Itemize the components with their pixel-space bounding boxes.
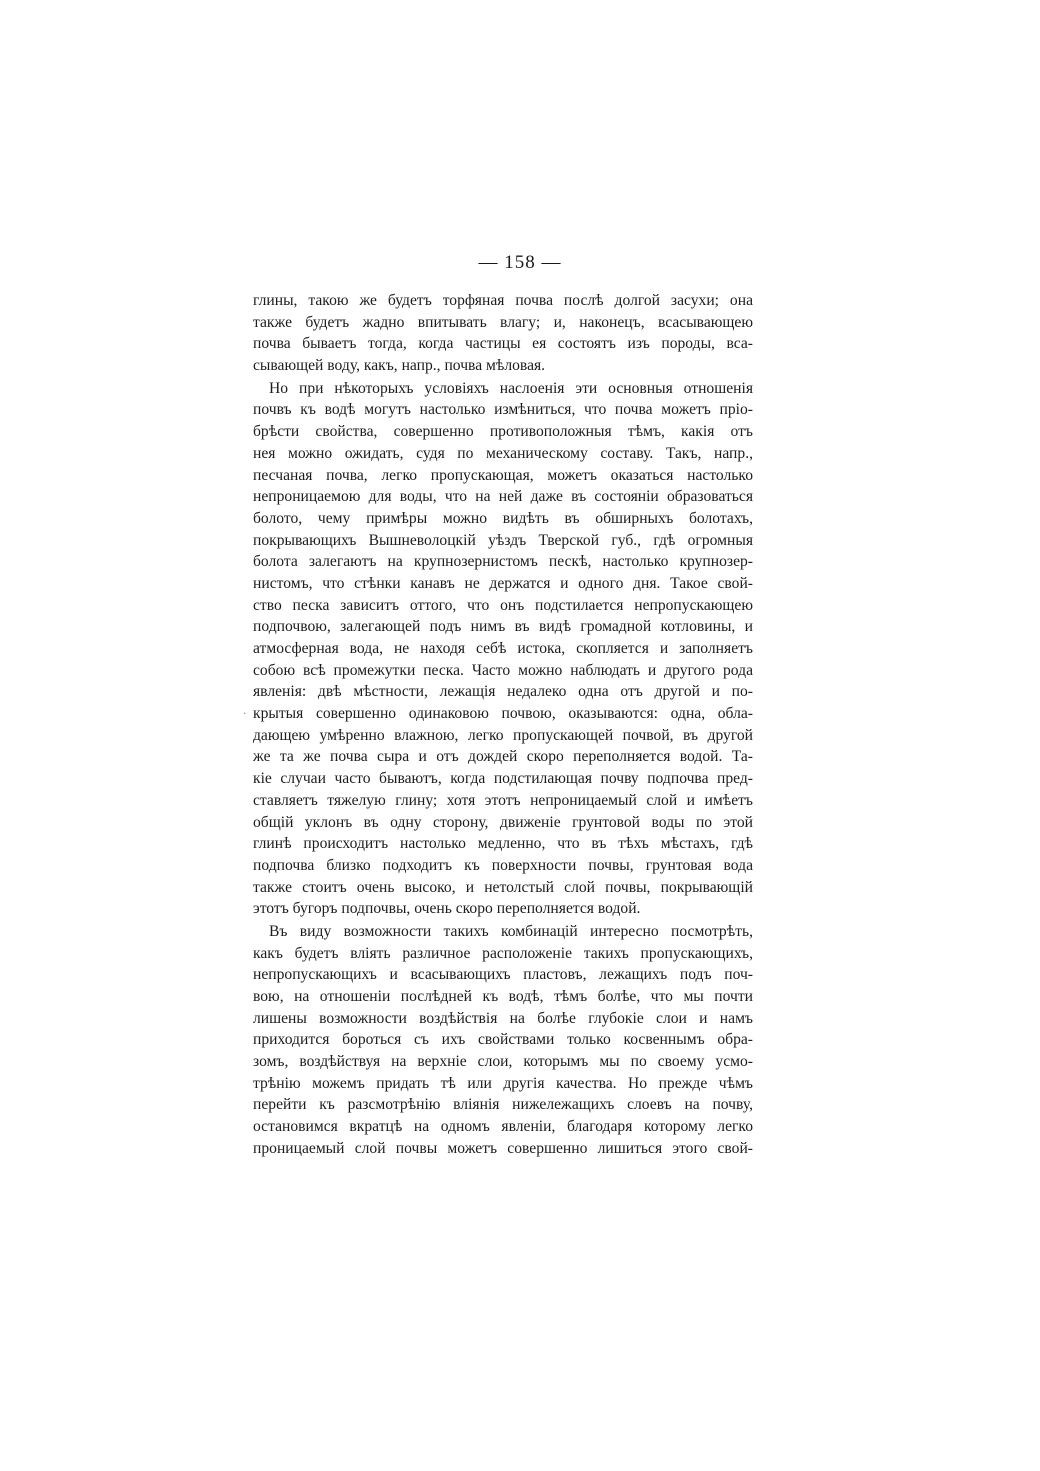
paragraph-2 xyxy=(253,378,753,920)
text-line: непроницаемою для воды, что на ней даже въ состояніи образоваться xyxy=(253,488,753,506)
page-number: — 158 — xyxy=(478,252,562,273)
text-line: ство песка зависитъ оттого, что онъ подстилается непропускающею xyxy=(253,596,753,614)
text-line: какъ будетъ вліять различное расположеніе такихъ пропускающихъ, xyxy=(253,944,753,962)
text-line: глинѣ происходитъ настолько медленно, что въ тѣхъ мѣстахъ, гдѣ xyxy=(253,835,753,853)
text-line: проницаемый слой почвы можетъ совершенно лишиться этого свой- xyxy=(253,1139,753,1157)
text-line: явленія: двѣ мѣстности, лежащія недалеко одна отъ другой и по- xyxy=(253,683,753,701)
text-line: дающею умѣренно влажною, легко пропускающей почвой, въ другой xyxy=(253,726,753,744)
text-line: глины, такою же будетъ торфяная почва послѣ долгой засухи; она xyxy=(253,292,753,309)
body-text xyxy=(253,290,753,1160)
text-line: брѣсти свойства, совершенно противоположныя тѣмъ, какія отъ xyxy=(253,423,753,441)
text-line: почвъ къ водѣ могутъ настолько измѣниться, что почва можетъ пріо- xyxy=(253,401,753,419)
text-line: Но при нѣкоторыхъ условіяхъ наслоенія эти основныя отношенія xyxy=(269,379,753,397)
text-line: собою всѣ промежутки песка. Часто можно наблюдать и другого рода xyxy=(253,661,753,679)
text-line: трѣнію можемъ придать тѣ или другія качества. Но прежде чѣмъ xyxy=(253,1074,753,1092)
text-line: крытыя совершенно одинаковою почвою, оказываются: одна, обла- xyxy=(253,705,753,723)
text-line: непропускающихъ и всасывающихъ пластовъ, лежащихъ подъ поч- xyxy=(253,966,753,984)
text-line: лишены возможности воздѣйствія на болѣе глубокіе слои и намъ xyxy=(253,1009,753,1027)
text-line: подпочва близко подходитъ къ поверхности почвы, грунтовая вода xyxy=(253,856,753,874)
text-line: болото, чему примѣры можно видѣть въ обширныхъ болотахъ, xyxy=(253,509,753,527)
text-line: этотъ бугоръ подпочвы, очень скоро переполняется водой. xyxy=(253,900,641,918)
text-line: нея можно ожидать, судя по механическому составу. Такъ, напр., xyxy=(253,444,753,462)
paragraph-1 xyxy=(253,290,753,377)
text-line: вою, на отношеніи послѣдней къ водѣ, тѣмъ болѣе, что мы почти xyxy=(253,988,753,1005)
text-line: болота залегаютъ на крупнозернистомъ пескѣ, настолько крупнозер- xyxy=(253,553,753,571)
text-line: покрывающихъ Вышневолоцкій уѣздъ Тверской губ., гдѣ огромныя xyxy=(253,531,753,549)
text-line: общій уклонъ въ одну сторону, движеніе грунтовой воды по этой xyxy=(253,813,753,831)
margin-speck: · xyxy=(243,709,247,720)
text-line: атмосферная вода, не находя себѣ истока, скопляется и заполняетъ xyxy=(253,640,753,657)
text-line: сывающей воду, какъ, напр., почва мѣловая. xyxy=(253,357,546,375)
text-line: песчаная почва, легко пропускающая, можетъ оказаться настолько xyxy=(253,466,753,484)
text-line: также будетъ жадно впитывать влагу; и, наконецъ, всасывающею xyxy=(253,313,753,331)
text-line: ставляетъ тяжелую глину; хотя этотъ непроницаемый слой и имѣетъ xyxy=(253,791,753,809)
paragraph-3 xyxy=(253,921,753,1160)
text-line: нистомъ, что стѣнки канавъ не держатся и одного дня. Такое свой- xyxy=(253,574,753,592)
text-line: кіе случаи часто бываютъ, когда подстилающая почву подпочва пред- xyxy=(253,770,753,788)
text-line: перейти къ разсмотрѣнію вліянія нижележащихъ слоевъ на почву, xyxy=(253,1096,753,1114)
text-line: подпочвою, залегающей подъ нимъ въ видѣ громадной котловины, и xyxy=(253,618,753,636)
text-line: также стоитъ очень высоко, и нетолстый слой почвы, покрывающій xyxy=(253,878,753,896)
text-line: почва бываетъ тогда, когда частицы ея состоятъ изъ породы, вса- xyxy=(253,335,753,353)
text-line: приходится бороться съ ихъ свойствами только косвеннымъ обра- xyxy=(253,1031,753,1049)
text-line: же та же почва сыра и отъ дождей скоро переполняется водой. Та- xyxy=(253,748,753,766)
text-line: зомъ, воздѣйствуя на верхніе слои, которымъ мы по своему усмо- xyxy=(253,1053,753,1071)
text-line: Въ виду возможности такихъ комбинацій интересно посмотрѣть, xyxy=(269,922,753,940)
text-line: остановимся вкратцѣ на одномъ явленіи, благодаря которому легко xyxy=(253,1118,753,1136)
